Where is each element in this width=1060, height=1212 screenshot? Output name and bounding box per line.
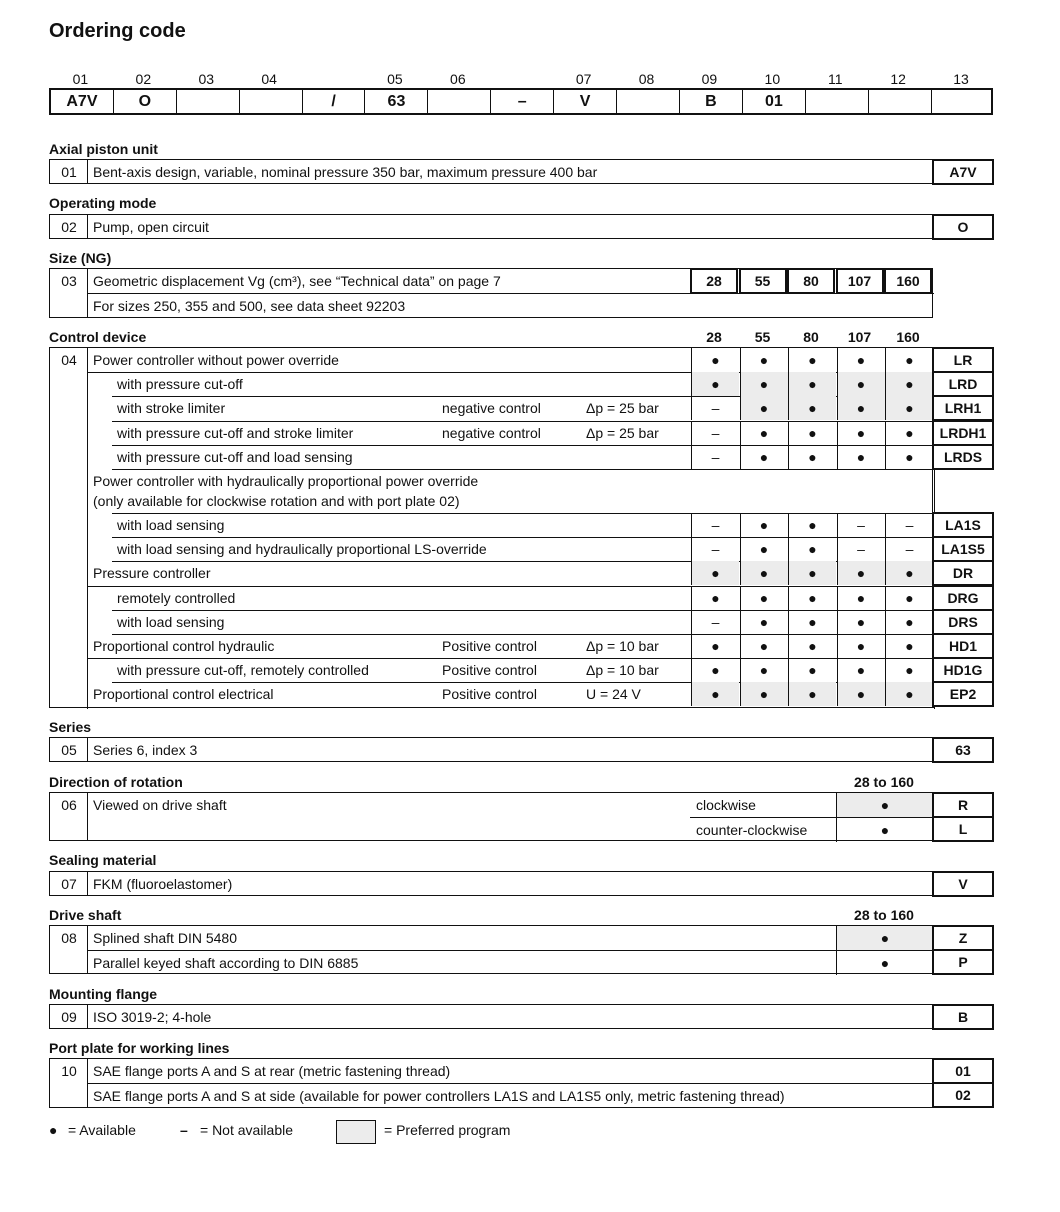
row-number: 09: [61, 1009, 77, 1025]
code-P: P: [932, 949, 994, 975]
code-B: B: [932, 1004, 994, 1030]
not-available-mark: –: [885, 513, 933, 537]
code-cell: [806, 90, 869, 113]
control-mode: Positive control: [442, 662, 537, 679]
available-mark: ●: [788, 586, 836, 610]
option-text: remotely controlled: [117, 589, 236, 606]
available-mark: ●: [837, 793, 933, 817]
option-text: with load sensing: [117, 517, 225, 533]
code-cell: [932, 90, 995, 113]
not-available-mark: –: [691, 421, 739, 445]
option-text: with pressure cut-off and load sensing: [117, 448, 353, 465]
position-number: 13: [953, 71, 969, 87]
code-O: O: [932, 214, 994, 240]
row-number: 06: [61, 797, 77, 813]
code-EP2: EP2: [932, 681, 994, 707]
option-text: FKM (fluoroelastomer): [93, 876, 233, 892]
available-mark: ●: [788, 682, 836, 706]
section-opmode-heading: Operating mode: [49, 195, 157, 211]
available-mark: ●: [740, 682, 788, 706]
option-text: For sizes 250, 355 and 500, see data sheet 92203: [93, 298, 406, 314]
available-mark: ●: [880, 955, 890, 971]
shaft-range: 28 to 160: [854, 907, 914, 923]
available-mark: ●: [885, 396, 933, 420]
control-parameter: Δp = 25 bar: [586, 424, 659, 441]
code-01: 01: [932, 1058, 994, 1084]
code-cell: [617, 90, 680, 113]
option-text: SAE flange ports A and S at side (available for power controllers LA1S and LA1S5 only, metric fastening thread): [93, 1088, 785, 1104]
code-HD1: HD1: [932, 633, 994, 659]
row-number: 01: [61, 164, 77, 180]
size-box: 80: [787, 268, 835, 294]
option-text: SAE flange ports A and S at rear (metric fastening thread): [93, 1063, 451, 1079]
section-port-heading: Port plate for working lines: [49, 1040, 230, 1056]
available-mark: ●: [788, 537, 836, 561]
available-mark: ●: [837, 348, 885, 372]
code-cell: 01: [743, 90, 806, 113]
control-parameter: U = 24 V: [586, 686, 641, 703]
position-number: 06: [450, 71, 466, 87]
available-mark: ●: [837, 445, 885, 469]
available-mark: ●: [885, 372, 933, 396]
code-LRH1: LRH1: [932, 395, 994, 421]
available-mark: ●: [880, 822, 890, 838]
group-text: Power controller with hydraulically proportional power override: [93, 473, 479, 489]
available-mark: ●: [788, 634, 836, 658]
available-mark: ●: [691, 634, 739, 658]
code-cell: [869, 90, 932, 113]
size-column-header: 55: [754, 329, 771, 345]
position-number: 08: [638, 71, 655, 87]
option-text: with pressure cut-off, remotely controlled: [117, 662, 369, 679]
option-text: Pressure controller: [93, 565, 211, 582]
section-flange-heading: Mounting flange: [49, 986, 158, 1002]
available-mark: ●: [691, 658, 739, 682]
available-mark: ●: [788, 513, 836, 537]
ordering-code-box: [49, 88, 993, 115]
not-available-mark: –: [885, 537, 933, 561]
code-LRD: LRD: [932, 371, 994, 397]
control-mode: negative control: [442, 400, 541, 417]
available-mark: ●: [837, 372, 885, 396]
option-text: Splined shaft DIN 5480: [93, 930, 237, 946]
available-mark: ●: [885, 586, 933, 610]
row-number: 10: [61, 1063, 77, 1079]
option-text: Proportional control electrical: [93, 686, 274, 703]
available-mark: ●: [837, 634, 885, 658]
option-text: with load sensing: [117, 613, 225, 630]
page-title: Ordering code: [49, 20, 186, 42]
available-mark: ●: [740, 513, 788, 537]
available-mark: ●: [837, 682, 885, 706]
available-mark: ●: [837, 658, 885, 682]
section-port-table: [49, 1058, 933, 1108]
available-mark: ●: [691, 348, 739, 372]
available-mark: ●: [740, 610, 788, 634]
available-mark: ●: [691, 372, 739, 396]
available-mark: ●: [788, 396, 836, 420]
section-sealing-table: [49, 871, 933, 896]
option-text: with load sensing and hydraulically proportional LS-override: [117, 541, 487, 558]
option-text: Viewed on drive shaft: [93, 797, 227, 813]
control-parameter: Δp = 25 bar: [586, 400, 659, 417]
available-mark: ●: [691, 586, 739, 610]
position-number: 09: [701, 71, 718, 87]
option-text: with pressure cut-off and stroke limiter: [117, 424, 354, 441]
row-number: 02: [61, 219, 77, 235]
legend-preferred-swatch: [336, 1120, 376, 1144]
available-mark: ●: [837, 561, 885, 585]
legend-na-symbol: –: [180, 1122, 188, 1138]
size-box: 107: [836, 268, 884, 294]
available-mark: ●: [837, 421, 885, 445]
option-text: Geometric displacement Vg (cm³), see “Technical data” on page 7: [93, 273, 501, 289]
option-text: Pump, open circuit: [93, 219, 209, 235]
section-rotation-table: [49, 792, 933, 841]
position-number: 01: [72, 71, 89, 87]
size-column-header: 160: [896, 329, 920, 345]
available-mark: ●: [740, 421, 788, 445]
available-mark: ●: [788, 348, 836, 372]
available-mark: ●: [788, 658, 836, 682]
code-cell: V: [554, 90, 617, 113]
position-number: 04: [261, 71, 277, 87]
section-shaft-table: [49, 925, 933, 974]
available-mark: ●: [788, 421, 836, 445]
available-mark: ●: [788, 445, 836, 469]
rotation-range: 28 to 160: [854, 774, 914, 790]
code-LR: LR: [932, 347, 994, 373]
available-mark: ●: [885, 610, 933, 634]
code-DRS: DRS: [932, 609, 994, 635]
section-control-table: [49, 347, 933, 708]
legend-na-text: = Not available: [200, 1122, 294, 1138]
control-parameter: Δp = 10 bar: [586, 638, 659, 654]
available-mark: ●: [837, 396, 885, 420]
available-mark: ●: [885, 561, 933, 585]
code-LRDS: LRDS: [932, 444, 994, 470]
section-size-heading: Size (NG): [49, 250, 112, 266]
available-mark: ●: [885, 348, 933, 372]
code-cell: 63: [366, 90, 429, 113]
code-R: R: [932, 792, 994, 818]
control-mode: negative control: [442, 424, 541, 441]
position-number: 11: [827, 71, 843, 87]
available-mark: ●: [788, 610, 836, 634]
not-available-mark: –: [691, 610, 739, 634]
row-number: 08: [61, 930, 77, 946]
available-mark: ●: [740, 634, 788, 658]
section-series-heading: Series: [49, 719, 92, 735]
available-mark: ●: [788, 561, 836, 585]
code-cell: B: [680, 90, 743, 113]
not-available-mark: –: [691, 396, 739, 420]
row-number: 03: [61, 273, 77, 289]
position-number: 02: [135, 71, 152, 87]
code-LA1S: LA1S: [932, 512, 994, 538]
section-opmode-table: [49, 214, 933, 239]
code-02: 02: [932, 1082, 994, 1108]
code-LA1S5: LA1S5: [932, 536, 994, 562]
control-mode: Positive control: [442, 638, 537, 654]
option-text: Proportional control hydraulic: [93, 638, 275, 654]
row-number: 04: [61, 352, 77, 368]
position-number: 05: [387, 71, 403, 87]
option-text: with pressure cut-off: [117, 376, 243, 393]
size-box: 160: [884, 268, 932, 294]
size-column-header: 80: [803, 329, 819, 345]
code-V: V: [932, 871, 994, 897]
available-mark: ●: [740, 445, 788, 469]
code-HD1G: HD1G: [932, 657, 994, 683]
control-parameter: Δp = 10 bar: [586, 662, 659, 679]
available-mark: ●: [691, 682, 739, 706]
section-sealing-heading: Sealing material: [49, 852, 157, 868]
section-axial-table: [49, 159, 933, 184]
size-box: 55: [739, 268, 787, 294]
position-number: 07: [575, 71, 592, 87]
not-available-mark: –: [691, 445, 739, 469]
code-LRDH1: LRDH1: [932, 420, 994, 446]
option-text: Power controller without power override: [93, 352, 339, 368]
available-mark: ●: [740, 396, 788, 420]
available-mark: ●: [885, 421, 933, 445]
section-flange-table: [49, 1004, 933, 1029]
available-mark: ●: [740, 586, 788, 610]
section-series-table: [49, 737, 933, 762]
group-text: (only available for clockwise rotation and with port plate 02): [93, 493, 460, 509]
rotation-option-ccw: counter-clockwise: [696, 822, 808, 838]
available-mark: ●: [788, 372, 836, 396]
available-mark: ●: [740, 561, 788, 585]
section-rotation-heading: Direction of rotation: [49, 774, 183, 790]
code-L: L: [932, 816, 994, 842]
code-DRG: DRG: [932, 585, 994, 611]
size-box: 28: [690, 268, 738, 294]
not-available-mark: –: [837, 513, 885, 537]
code-cell: –: [491, 90, 554, 113]
code-cell: [177, 90, 240, 113]
available-mark: ●: [740, 372, 788, 396]
option-text: Series 6, index 3: [93, 742, 198, 758]
position-number: 03: [198, 71, 215, 87]
available-mark: ●: [740, 348, 788, 372]
code-cell: /: [303, 90, 366, 113]
control-mode: Positive control: [442, 686, 537, 703]
code-cell: [428, 90, 491, 113]
rotation-option-clockwise: clockwise: [696, 797, 756, 813]
available-mark: ●: [885, 658, 933, 682]
option-text: with stroke limiter: [117, 400, 226, 417]
section-control-heading: Control device: [49, 329, 147, 345]
size-column-header: 28: [706, 329, 722, 345]
code-DR: DR: [932, 560, 994, 586]
available-mark: ●: [837, 610, 885, 634]
section-axial-heading: Axial piston unit: [49, 141, 158, 157]
not-available-mark: –: [691, 513, 739, 537]
not-available-mark: –: [691, 537, 739, 561]
code-cell: A7V: [51, 90, 114, 113]
option-text: ISO 3019-2; 4-hole: [93, 1009, 212, 1025]
size-column-header: 107: [847, 329, 872, 345]
code-63: 63: [932, 737, 994, 763]
legend-available-symbol: ●: [49, 1122, 58, 1138]
not-available-mark: –: [837, 537, 885, 561]
position-number: 12: [890, 71, 906, 87]
row-number: 05: [61, 742, 77, 758]
legend-available-text: = Available: [68, 1122, 136, 1138]
option-text: Parallel keyed shaft according to DIN 6885: [93, 955, 359, 971]
code-cell: [240, 90, 303, 113]
section-shaft-heading: Drive shaft: [49, 907, 122, 923]
available-mark: ●: [837, 926, 933, 950]
available-mark: ●: [885, 445, 933, 469]
code-A7V: A7V: [932, 159, 994, 185]
available-mark: ●: [691, 561, 739, 585]
available-mark: ●: [885, 682, 933, 706]
row-number: 07: [61, 876, 77, 892]
code-cell: O: [114, 90, 177, 113]
code-Z: Z: [932, 925, 994, 951]
available-mark: ●: [740, 537, 788, 561]
position-number: 10: [764, 71, 781, 87]
available-mark: ●: [837, 586, 885, 610]
available-mark: ●: [740, 658, 788, 682]
available-mark: ●: [885, 634, 933, 658]
option-text: Bent-axis design, variable, nominal pressure 350 bar, maximum pressure 400 bar: [93, 164, 598, 180]
legend-preferred-text: = Preferred program: [384, 1122, 511, 1138]
